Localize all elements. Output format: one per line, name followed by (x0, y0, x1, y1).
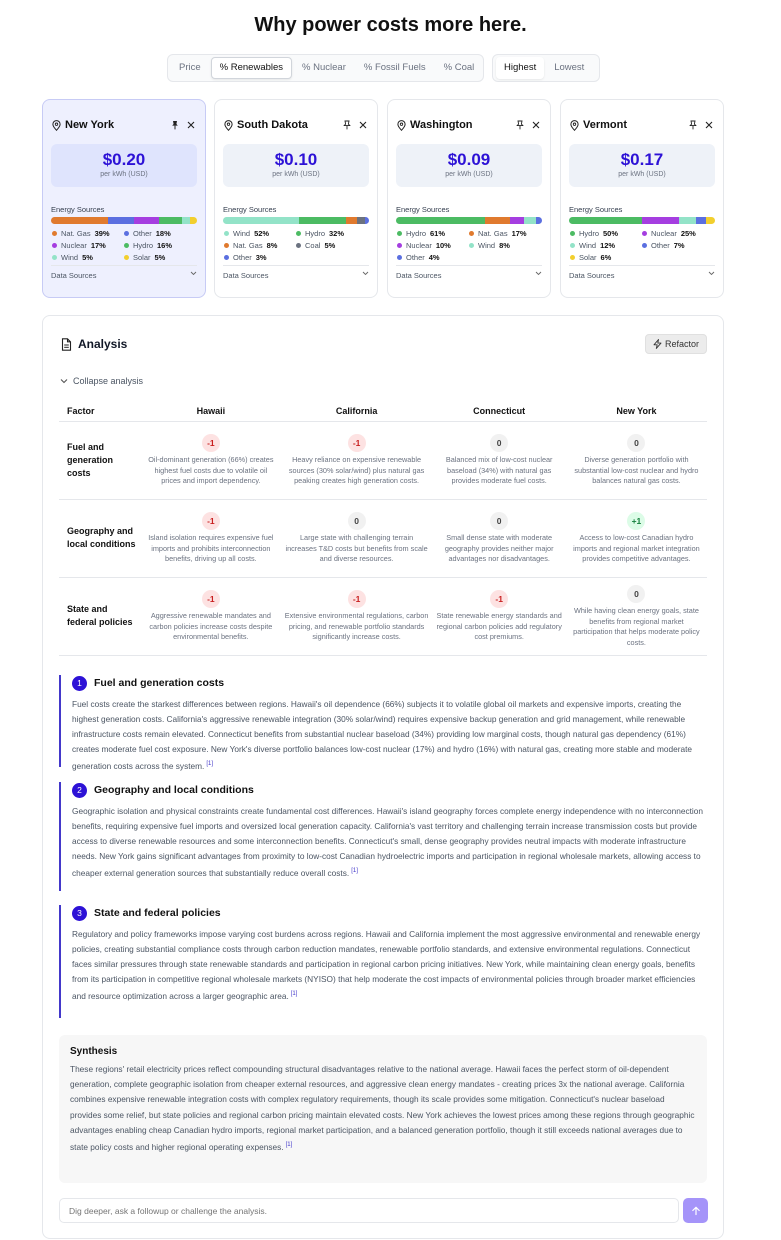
energy-bar-segment-wind (182, 217, 189, 224)
section-body: Fuel costs create the starkest differences between regions. Hawaii's oil dependence (66%) subjects it to volatile global oil markets and expensive imports, creating the highest generation costs. California's aggressive renewable integration (30% solar/wind) requires expensive backup generation and grid management, while renewable infrastructure costs remain elevated. Connecticut benefits from substantial nuclear baseload (34%) providing low marginal costs, though natural gas dependency (61%) creates moderate fuel cost exposure. New York's diverse portfolio balances low-cost nuclear (17%) and hydro (16%) with natural gas, creating more stable and moderate generation costs across the system. (72, 699, 693, 771)
factor-cell (281, 421, 433, 499)
energy-bar-segment-other (536, 217, 542, 224)
location-pin-icon (570, 120, 579, 131)
synthesis-body: These regions' retail electricity prices reflect compounding structural disadvantages relative to the national average. Hawaii faces the perfect storm of oil-dependent generation, complete geographic isolation from cheaper external resources, and aggressive clean energy mandates - creating prices 3x the national average. California combines expensive renewable integration costs with complex regulatory requirements, though its scale provides some mitigation. Connecticut's nuclear baseload provides some relief, but state policies and regional carbon pricing maintain elevated costs. New York achieves the lowest prices among these regions through geographic advantages enabling cheap Canadian hydro imports, regional market participation, and a balanced generation portfolio, though it still exceeds national averages due to state policy costs and higher regional operating expenses. (70, 1064, 695, 1152)
legend-source-pct: 16% (157, 241, 173, 250)
energy-bar-segment-solar (706, 217, 715, 224)
legend-source-name: Solar (579, 253, 597, 262)
legend-source-pct: 61% (430, 229, 446, 238)
tab-highest[interactable]: Highest (496, 57, 544, 79)
score-badge: -1 (202, 590, 220, 608)
price-unit: per kWh (USD) (445, 171, 493, 178)
price-unit: per kWh (USD) (100, 171, 148, 178)
close-icon[interactable] (704, 120, 714, 130)
price-unit: per kWh (USD) (618, 171, 666, 178)
factor-cell (432, 577, 565, 655)
energy-sources-label: Energy Sources (51, 205, 105, 214)
table-row (59, 421, 707, 499)
col-header-new-york: New York (566, 401, 707, 421)
legend-source-name: Other (133, 229, 152, 238)
cell-description: Access to low-cost Canadian hydro imports and regional market integration provides competitive advantages. (573, 533, 700, 564)
collapse-analysis-toggle[interactable] (60, 376, 143, 386)
energy-sources-label: Energy Sources (569, 205, 623, 214)
section-title: State and federal policies (94, 907, 221, 919)
analysis-title: Analysis (78, 337, 128, 351)
card-state-name: New York (65, 119, 115, 131)
legend-source-pct: 6% (600, 253, 612, 262)
score-badge: 0 (348, 512, 366, 530)
legend-source-name: Wind (478, 241, 496, 250)
score-badge: +1 (627, 512, 645, 530)
legend-dot (570, 243, 575, 248)
refactor-label: Refactor (664, 339, 699, 349)
legend-source-name: Nat. Gas (61, 229, 91, 238)
data-sources-toggle[interactable] (396, 265, 542, 280)
metric-tabs (167, 54, 484, 82)
energy-legend (570, 229, 714, 262)
factor-table (59, 401, 707, 656)
legend-source-pct: 18% (155, 229, 171, 238)
factor-cell (141, 499, 281, 577)
factor-cell (281, 577, 433, 655)
analysis-section-fuel-and-generation-costs (59, 675, 709, 771)
card-state-name: South Dakota (237, 119, 308, 131)
price-value: $0.09 (447, 150, 491, 169)
legend-source-pct: 5% (154, 253, 166, 262)
legend-source-pct: 52% (254, 229, 270, 238)
price-box (569, 144, 715, 187)
energy-bar-segment-hydro (159, 217, 182, 224)
table-header-row (59, 401, 707, 421)
chevron-down-icon (708, 271, 715, 276)
score-badge: 0 (490, 512, 508, 530)
analysis-section-state-and-federal-policies (59, 905, 709, 1018)
energy-mix-bar (569, 217, 715, 224)
citation-link[interactable]: [1] (351, 868, 358, 874)
energy-bar-segment-wind (223, 217, 299, 224)
legend-source-name: Wind (61, 253, 79, 262)
lightning-icon (653, 339, 662, 349)
factor-cell (141, 421, 281, 499)
legend-dot (296, 231, 301, 236)
legend-source-pct: 5% (324, 241, 336, 250)
energy-bar-segment-nat-gas (485, 217, 510, 224)
legend-dot (52, 231, 57, 236)
price-box (396, 144, 542, 187)
legend-dot (296, 243, 301, 248)
close-icon[interactable] (531, 120, 541, 130)
energy-legend (52, 229, 196, 262)
section-title: Geography and local conditions (94, 784, 254, 796)
synthesis-title: Synthesis (70, 1046, 118, 1057)
legend-dot (397, 231, 402, 236)
energy-bar-segment-other (696, 217, 706, 224)
chevron-down-icon (362, 271, 369, 276)
energy-bar-segment-nuclear (642, 217, 679, 224)
energy-bar-segment-other (365, 217, 369, 224)
section-number-badge: 3 (72, 906, 87, 921)
energy-sources-label: Energy Sources (396, 205, 450, 214)
cell-description: Aggressive renewable mandates and carbon policies increase costs despite environmental benefits. (149, 611, 273, 642)
legend-source-name: Nat. Gas (233, 241, 263, 250)
send-button[interactable] (683, 1198, 708, 1223)
energy-legend (224, 229, 368, 262)
refactor-button[interactable] (645, 334, 707, 354)
factor-name: Fuel and generation costs (59, 421, 141, 499)
section-body: Regulatory and policy frameworks impose varying cost burdens across regions. Hawaii and California implement the most aggressive environmental and renewable energy policies, creating substantial compliance costs through carbon reduction mandates, renewable portfolio standards, and extensive environmental regulations. Connecticut faces similar pressures through state renewable standards and participation in regional carbon pricing initiatives. New York, while maintaining clean energy goals, benefits from its participation in competitive regional wholesale markets (NYISO) that help moderate the cost impacts of environmental policies through broader market efficiencies and resource optimization across a larger geographic area. (72, 929, 701, 1001)
factor-cell (566, 499, 707, 577)
citation-link[interactable]: [1] (290, 991, 298, 997)
price-value: $0.17 (620, 150, 664, 169)
cell-description: State renewable energy standards and regional carbon policies add regulatory cost premiums. (436, 611, 562, 642)
factor-cell (432, 421, 565, 499)
legend-dot (224, 231, 229, 236)
document-icon (61, 338, 72, 351)
chevron-down-icon (190, 271, 197, 276)
legend-item-other (642, 241, 714, 250)
state-card-vermont[interactable] (560, 99, 724, 298)
cell-description: While having clean energy goals, state benefits from regional market participation that helps moderate policy costs. (573, 606, 700, 647)
legend-item-hydro (397, 229, 469, 238)
energy-bar-segment-hydro (396, 217, 485, 224)
energy-mix-bar (51, 217, 197, 224)
factor-cell (432, 499, 565, 577)
legend-dot (124, 231, 129, 236)
legend-source-pct: 5% (82, 253, 93, 262)
section-number-badge: 1 (72, 676, 87, 691)
legend-dot (224, 255, 229, 260)
legend-source-name: Nuclear (406, 241, 432, 250)
legend-item-wind (570, 241, 642, 250)
legend-item-solar (124, 253, 196, 262)
energy-bar-segment-coal (357, 217, 364, 224)
legend-source-pct: 32% (329, 229, 345, 238)
legend-source-name: Hydro (406, 229, 427, 238)
factor-cell (141, 577, 281, 655)
legend-dot (570, 231, 575, 236)
legend-source-pct: 7% (673, 241, 685, 250)
energy-bar-segment-hydro (299, 217, 346, 224)
tab-coal[interactable]: % Coal (443, 62, 475, 73)
section-title: Fuel and generation costs (94, 677, 225, 689)
factor-name: State and federal policies (59, 577, 141, 655)
legend-source-pct: 8% (499, 241, 510, 250)
tab-price[interactable]: Price (179, 62, 201, 73)
page-title: Why power costs more here. (254, 14, 527, 36)
legend-dot (642, 231, 647, 236)
score-badge: 0 (490, 434, 508, 452)
legend-source-pct: 4% (428, 253, 440, 262)
legend-source-name: Wind (579, 241, 597, 250)
data-sources-label: Data Sources (51, 271, 97, 280)
legend-source-name: Hydro (133, 241, 154, 250)
cell-description: Oil-dominant generation (66%) creates highest fuel costs due to volatile oil prices and import dependency. (148, 455, 274, 486)
legend-item-nat-gas (469, 229, 541, 238)
legend-item-hydro (296, 229, 368, 238)
legend-item-other (124, 229, 196, 238)
col-header-hawaii: Hawaii (141, 401, 281, 421)
legend-dot (124, 255, 129, 260)
legend-source-pct: 10% (435, 241, 451, 250)
legend-source-name: Solar (133, 253, 151, 262)
state-card-washington[interactable] (387, 99, 551, 298)
col-header-connecticut: Connecticut (432, 401, 565, 421)
pin-icon[interactable] (342, 120, 352, 130)
data-sources-toggle[interactable] (223, 265, 369, 280)
close-icon[interactable] (186, 120, 196, 130)
legend-item-hydro (570, 229, 642, 238)
location-pin-icon (52, 120, 61, 131)
legend-source-pct: 3% (255, 253, 267, 262)
legend-source-pct: 8% (266, 241, 278, 250)
pin-icon[interactable] (688, 120, 698, 130)
chevron-down-icon (60, 378, 68, 384)
cell-description: Small dense state with moderate geography provides neither major advantages nor disadvantages. (444, 533, 554, 564)
price-box (51, 144, 197, 187)
score-badge: 0 (627, 585, 645, 603)
cell-description: Heavy reliance on expensive renewable sources (30% solar/wind) plus natural gas peaking creates high generation costs. (288, 455, 425, 486)
pin-icon[interactable] (170, 120, 180, 130)
col-header-california: California (281, 401, 433, 421)
legend-dot (397, 243, 402, 248)
state-card-new-york[interactable] (42, 99, 206, 298)
cell-description: Extensive environmental regulations, carbon pricing, and renewable portfolio standards significantly increase costs. (284, 611, 429, 642)
energy-bar-segment-nat-gas (346, 217, 358, 224)
score-badge: -1 (202, 512, 220, 530)
energy-bar-segment-other (108, 217, 134, 224)
price-unit: per kWh (USD) (272, 171, 320, 178)
state-card-south-dakota[interactable] (214, 99, 378, 298)
legend-source-name: Nat. Gas (478, 229, 508, 238)
data-sources-label: Data Sources (396, 271, 442, 280)
legend-source-pct: 17% (90, 241, 106, 250)
legend-source-name: Hydro (579, 229, 600, 238)
factor-cell (566, 577, 707, 655)
energy-mix-bar (396, 217, 542, 224)
energy-bar-segment-wind (679, 217, 697, 224)
price-value: $0.10 (274, 150, 318, 169)
location-pin-icon (224, 120, 233, 131)
tab-nuclear[interactable]: % Nuclear (302, 62, 346, 73)
legend-item-solar (570, 253, 642, 262)
legend-item-wind (52, 253, 124, 262)
factor-cell (281, 499, 433, 577)
table-row (59, 499, 707, 577)
legend-item-nuclear (52, 241, 124, 250)
tab-renewables[interactable]: % Renewables (211, 57, 292, 79)
legend-item-nat-gas (52, 229, 124, 238)
citation-link[interactable]: [1] (285, 1142, 293, 1149)
data-sources-label: Data Sources (569, 271, 615, 280)
tab-lowest[interactable]: Lowest (554, 62, 585, 73)
cell-description: Island isolation requires expensive fuel imports and prohibits interconnection benefits, driving up all costs. (148, 533, 274, 564)
legend-dot (124, 243, 129, 248)
data-sources-label: Data Sources (223, 271, 269, 280)
factor-cell (566, 421, 707, 499)
legend-source-name: Wind (233, 229, 251, 238)
energy-bar-segment-nuclear (510, 217, 525, 224)
price-value: $0.20 (102, 150, 146, 169)
tab-fossil-fuels[interactable]: % Fossil Fuels (363, 62, 426, 73)
energy-bar-segment-wind (524, 217, 536, 224)
close-icon[interactable] (358, 120, 368, 130)
energy-bar-segment-hydro (569, 217, 642, 224)
collapse-label: Collapse analysis (73, 376, 144, 386)
cell-description: Balanced mix of low-cost nuclear baseload (34%) with natural gas provides moderate fuel costs. (445, 455, 553, 486)
sort-tabs (492, 54, 600, 82)
location-pin-icon (397, 120, 406, 131)
price-box (223, 144, 369, 187)
score-badge: -1 (348, 590, 366, 608)
synthesis-box (59, 1035, 707, 1183)
card-state-name: Washington (410, 119, 473, 131)
score-badge: -1 (490, 590, 508, 608)
followup-input[interactable] (59, 1198, 679, 1223)
legend-item-other (224, 253, 296, 262)
legend-item-nuclear (397, 241, 469, 250)
citation-link[interactable]: [1] (206, 761, 214, 767)
legend-source-pct: 25% (680, 229, 696, 238)
legend-dot (397, 255, 402, 260)
section-number-badge: 2 (72, 783, 87, 798)
legend-dot (52, 243, 57, 248)
legend-dot (224, 243, 229, 248)
card-state-name: Vermont (583, 119, 628, 131)
legend-dot (469, 231, 474, 236)
legend-item-nuclear (642, 229, 714, 238)
legend-source-pct: 12% (600, 241, 616, 250)
score-badge: -1 (348, 434, 366, 452)
energy-legend (397, 229, 541, 262)
energy-bar-segment-solar (190, 217, 197, 224)
legend-dot (469, 243, 474, 248)
energy-bar-segment-nuclear (134, 217, 159, 224)
legend-source-pct: 39% (94, 229, 110, 238)
cell-description: Large state with challenging terrain increases T&D costs but benefits from scale and diverse resources. (285, 533, 428, 564)
score-badge: -1 (202, 434, 220, 452)
legend-item-wind (224, 229, 296, 238)
energy-sources-label: Energy Sources (223, 205, 277, 214)
table-row (59, 577, 707, 655)
pin-icon[interactable] (515, 120, 525, 130)
cell-description: Diverse generation portfolio with substantial low-cost nuclear and hydro balances natural gas costs. (574, 455, 699, 486)
legend-item-other (397, 253, 469, 262)
legend-source-pct: 50% (603, 229, 619, 238)
legend-source-name: Hydro (305, 229, 326, 238)
legend-item-wind (469, 241, 541, 250)
legend-source-name: Nuclear (61, 241, 87, 250)
legend-dot (52, 255, 57, 260)
legend-source-name: Other (406, 253, 425, 262)
energy-bar-segment-nat-gas (51, 217, 108, 224)
legend-dot (642, 243, 647, 248)
factor-name: Geography and local conditions (59, 499, 141, 577)
score-badge: 0 (627, 434, 645, 452)
legend-source-pct: 17% (511, 229, 527, 238)
legend-item-coal (296, 241, 368, 250)
legend-item-nat-gas (224, 241, 296, 250)
legend-source-name: Coal (305, 241, 321, 250)
chevron-down-icon (535, 271, 542, 276)
energy-mix-bar (223, 217, 369, 224)
arrow-up-icon (691, 1206, 701, 1216)
col-header-factor: Factor (59, 401, 141, 421)
legend-item-hydro (124, 241, 196, 250)
section-body: Geographic isolation and physical constraints create fundamental cost differences. Hawaii's island geography forces complete energy independence with no interconnection benefits, requiring expensive fuel imports and oversized local generation capacity. California's vast territory and challenging terrain increase transmission costs but provide access to diverse renewable resources and some interconnection benefits. Connecticut's small, dense geography provides neutral impacts with moderate infrastructure needs. New York gains significant advantages from proximity to low-cost Canadian hydroelectric imports and participation in regional wholesale markets, allowing access to cheaper external generation sources that substantially reduce overall costs. (72, 806, 703, 878)
legend-source-name: Nuclear (651, 229, 677, 238)
analysis-section-geography-and-local-conditions (59, 782, 709, 891)
data-sources-toggle[interactable] (51, 265, 197, 280)
analysis-panel (42, 315, 724, 1239)
legend-source-name: Other (233, 253, 252, 262)
legend-dot (570, 255, 575, 260)
legend-source-name: Other (651, 241, 670, 250)
data-sources-toggle[interactable] (569, 265, 715, 280)
